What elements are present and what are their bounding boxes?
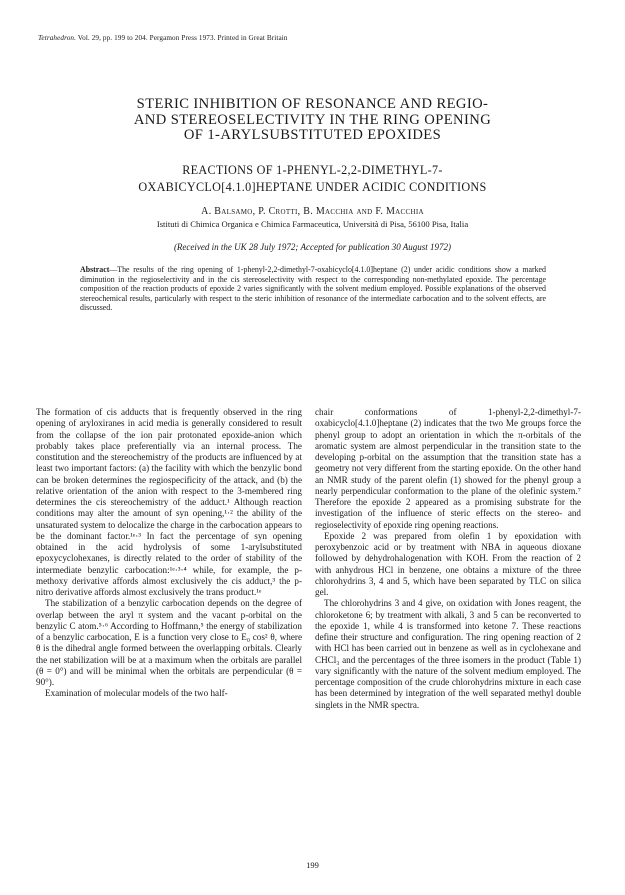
body-paragraph: chair conformations of 1-phenyl-2,2-dimethyl-7-oxabicyclo[4.1.0]heptane (2) indicates that the two Me groups force the phenyl group to adopt an orientation in which the π-orbitals of the aromatic system are almost perpendicular in the transition state to the developing p-orbital on the assumption that the transition state has a geometry not very different from the starting epoxide. On the other hand an NMR study of the parent olefin (1) showed for the phenyl group a nearly perpendicular conformation to the plane of the olefinic system.⁷ Therefore the epoxide 2 appeared as a promising substrate for the investigation of the influence of steric effects on the stereo- and regioselectivity of epoxide ring opening reactions. [315, 407, 581, 530]
affiliation: Istituti di Chimica Organica e Chimica Farmaceutica, Università di Pisa, 56100 Pisa, Italia [156, 219, 469, 229]
body-column-left [36, 407, 302, 700]
body-paragraph: The formation of cis adducts that is frequently observed in the ring opening of aryloxiranes in acid media is generally considered to result from the collapse of the ion pair protonated epoxide-anion which probably takes place preferentially via an internal process. The constitution and the stereochemistry of the products are influenced by at least two important factors: (a) the facility with which the benzylic bond can be broken determines the regiospecificity of the attack, and (b) the relative orientation of the anion with respect to the 3-membered ring determines the cis stereochemistry of the adduct.¹ Although reaction conditions may alter the amount of syn opening,¹·² the ability of the unsaturated system to delocalize the charge in the carbocation appears to be the dominant factor.¹ᵉ·³ In fact the percentage of syn opening obtained in the acid hydrolysis of some 1-arylsubstituted epoxycyclohexanes, is directly related to the order of stability of the intermediate benzylic carbocation:¹ᵉ·³·⁴ while, for example, the p-methoxy derivative affords almost exclusively the cis adduct,³ the p-nitro derivative affords almost exclusively the trans product.¹ᵉ [36, 407, 302, 597]
subtitle-line: REACTIONS OF 1-PHENYL-2,2-DIMETHYL-7- [182, 163, 443, 177]
article-subtitle [40, 162, 585, 195]
body-paragraph: Epoxide 2 was prepared from olefin 1 by epoxidation with peroxybenzoic acid or by treatment with NBA in aqueous dioxane followed by dehydrohalogenation with KOH. From the reaction of 2 with anhydrous HCl in benzene, one obtains a mixture of the three chlorohydrins 3, 4 and 5, which have been separated by TLC on silica gel. [315, 530, 581, 597]
title-line: STERIC INHIBITION OF RESONANCE AND REGIO- [136, 96, 489, 112]
page-number: 199 [306, 860, 319, 870]
abstract [80, 265, 546, 313]
article-title [40, 97, 585, 144]
journal-name: Tetrahedron. [38, 34, 77, 42]
body-paragraph: The chlorohydrins 3 and 4 give, on oxidation with Jones reagent, the chloroketone 6; by treatment with alkali, 3 and 5 can be reconverted to the epoxide 1, while 4 is transformed into ketone 7. These reactions define their structure and configuration. The ring opening reaction of 2 with HCl has been carried out in benzene as well as in cyclohexane and CHCl₃ and the percentages of the three isomers in the product (Table 1) vary significantly with the nature of the solvent medium employed. The percentage composition of the crude chlorohydrins mixture in each case has been determined by integration of the well separated methyl double singlets in the NMR spectra. [315, 598, 581, 710]
abstract-label: Abstract [80, 265, 110, 274]
subtitle-line: OXABICYCLO[4.1.0]HEPTANE UNDER ACIDIC CONDITIONS [138, 179, 487, 194]
journal-volume-info: Vol. 29, pp. 199 to 204. Pergamon Press 1973. Printed in Great Britain [76, 34, 288, 42]
title-line: OF 1-ARYLSUBSTITUTED EPOXIDES [183, 127, 442, 144]
body-column-right [315, 407, 581, 711]
journal-citation [38, 34, 598, 42]
abstract-text: —The results of the ring opening of 1-phenyl-2,2-dimethyl-7-oxabicyclo[4.1.0]heptane (2) under acidic conditions show a marked diminution in the regioselectivity and in the cis stereoselectivity with respect to the corresponding non-methylated epoxide. The percentage composition of the reaction products of epoxide 2 varies significantly with the solvent medium employed. Possible explanations of the observed stereochemical results, particularly with respect to the steric inhibition of resonance of the intermediate carbocation and to the solvent effects, are discussed. [80, 265, 546, 312]
body-paragraph: Examination of molecular models of the two half- [45, 688, 228, 699]
body-paragraph: The stabilization of a benzylic carbocation depends on the degree of overlap between the aryl π system and the vacant p-orbital on the benzylic C atom.⁵·⁶ According to Hoffmann,⁵ the energy of stabilization of a benzylic carbocation, E is a function very close to E₀ cos² θ, where θ is the dihedral angle formed between the overlapping orbitals. Clearly the net stabilization will be at a maximum when the orbitals are parallel (θ = 0°) and will be minimal when the orbitals are perpendicular (θ = 90°). [36, 598, 302, 687]
received-dates: (Received in the UK 28 July 1972; Accepted for publication 30 August 1972) [173, 242, 452, 252]
title-line: AND STEREOSELECTIVITY IN THE RING OPENING [133, 111, 492, 128]
authors: A. Balsamo, P. Crotti, B. Macchia and F. Macchia [201, 206, 424, 217]
